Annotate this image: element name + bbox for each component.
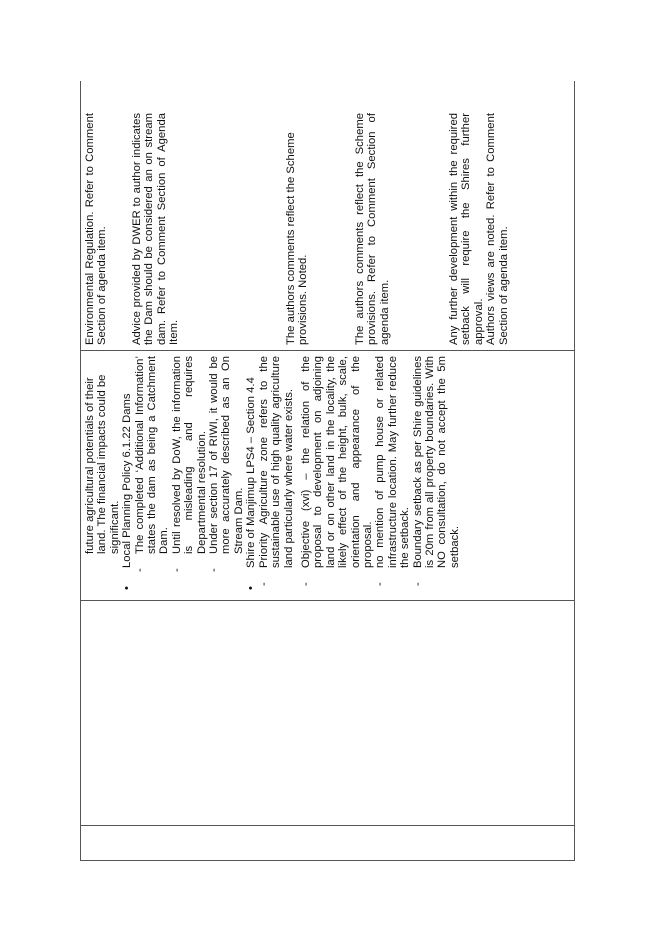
sub-item <box>257 356 295 586</box>
response-paragraph: Environmental Regulation. Refer to Comment Section of agenda item. <box>84 113 109 345</box>
bullet-title: Shire of Manjimup LPS4 – Section 4.4 <box>245 377 258 568</box>
response-text-block <box>448 113 510 345</box>
sub-item <box>208 356 245 572</box>
bullet-title: Local Planning Policy 6.1.22 Dams <box>121 393 134 568</box>
response-paragraph: The authors comments reflect the Scheme provisions. Noted. <box>285 132 310 345</box>
response-paragraph: Any further development within the required setback will require the Shires further approval. <box>448 113 485 345</box>
sub-item <box>374 356 412 586</box>
dash-mark: - <box>374 582 387 586</box>
response-text-block <box>354 113 391 345</box>
dash-mark: - <box>208 568 221 572</box>
sub-item-text: no mention of pump house or related infrastructure location. May further reduce the setback. <box>374 356 412 568</box>
response-paragraph: The authors comments reflect the Scheme provisions. Refer to Comment Section of agenda item. <box>354 113 391 345</box>
bullet-item <box>121 356 134 590</box>
response-text-block <box>131 113 181 345</box>
sub-item <box>299 356 374 586</box>
sub-item-text: Priority Agriculture zone refers to the sustainable use of high quality agriculture land particularly where water exists. <box>257 356 295 568</box>
bullet-mark: • <box>121 586 134 590</box>
sub-item <box>133 356 171 572</box>
objection-text-cell <box>84 356 461 594</box>
sub-item-text: Under section 17 of RIWI, it would be more accurately described as an On Stream Dam. <box>208 356 245 554</box>
dash-mark: - <box>299 582 312 586</box>
column-divider-narrow <box>80 825 575 826</box>
dash-mark: - <box>133 568 146 572</box>
sub-item <box>411 356 462 586</box>
column-divider-2 <box>80 350 575 351</box>
bullet-mark: • <box>245 586 258 590</box>
text-line: significant. <box>108 500 121 554</box>
sub-item-text: Until resolved by DoW, the information is misleading and requires Departmental resolution. <box>170 356 208 554</box>
dash-mark: - <box>170 568 183 572</box>
dash-mark: - <box>411 582 424 586</box>
table-top-border <box>80 81 81 861</box>
text-line: land. The financial impacts could be <box>96 374 109 554</box>
sub-item-text: The completed ‘Additional Information’ states the dam as being a Catchment Dam. <box>133 356 171 554</box>
response-paragraph: Advice provided by DWER to author indicates the Dam should be considered an on stream dam. Refer to Comment Section of Agenda Item. <box>131 113 181 345</box>
table-left-border <box>80 860 575 861</box>
text-line: future agricultural potentials of their <box>84 377 96 554</box>
response-text-block <box>285 113 310 345</box>
sub-item-text: Boundary setback as per Shire guidelines is 20m from all property boundaries. With NO consultation, do not accept the 5m setback. <box>411 356 461 568</box>
table-bottom-border <box>574 81 575 861</box>
sub-item <box>170 356 208 572</box>
bullet-item <box>245 356 258 590</box>
response-text-block <box>84 113 109 345</box>
sub-item-text: Objective (xvi) – the relation of the proposal to development on adjoining land or on other land in the locality, the likely effect of the height, bulk, scale, orientation and appearance of the proposal. <box>299 356 374 568</box>
column-divider-1 <box>80 600 575 601</box>
dash-mark: - <box>257 582 270 586</box>
response-paragraph: Authors views are noted. Refer to Comment Section of agenda item. <box>485 113 510 345</box>
